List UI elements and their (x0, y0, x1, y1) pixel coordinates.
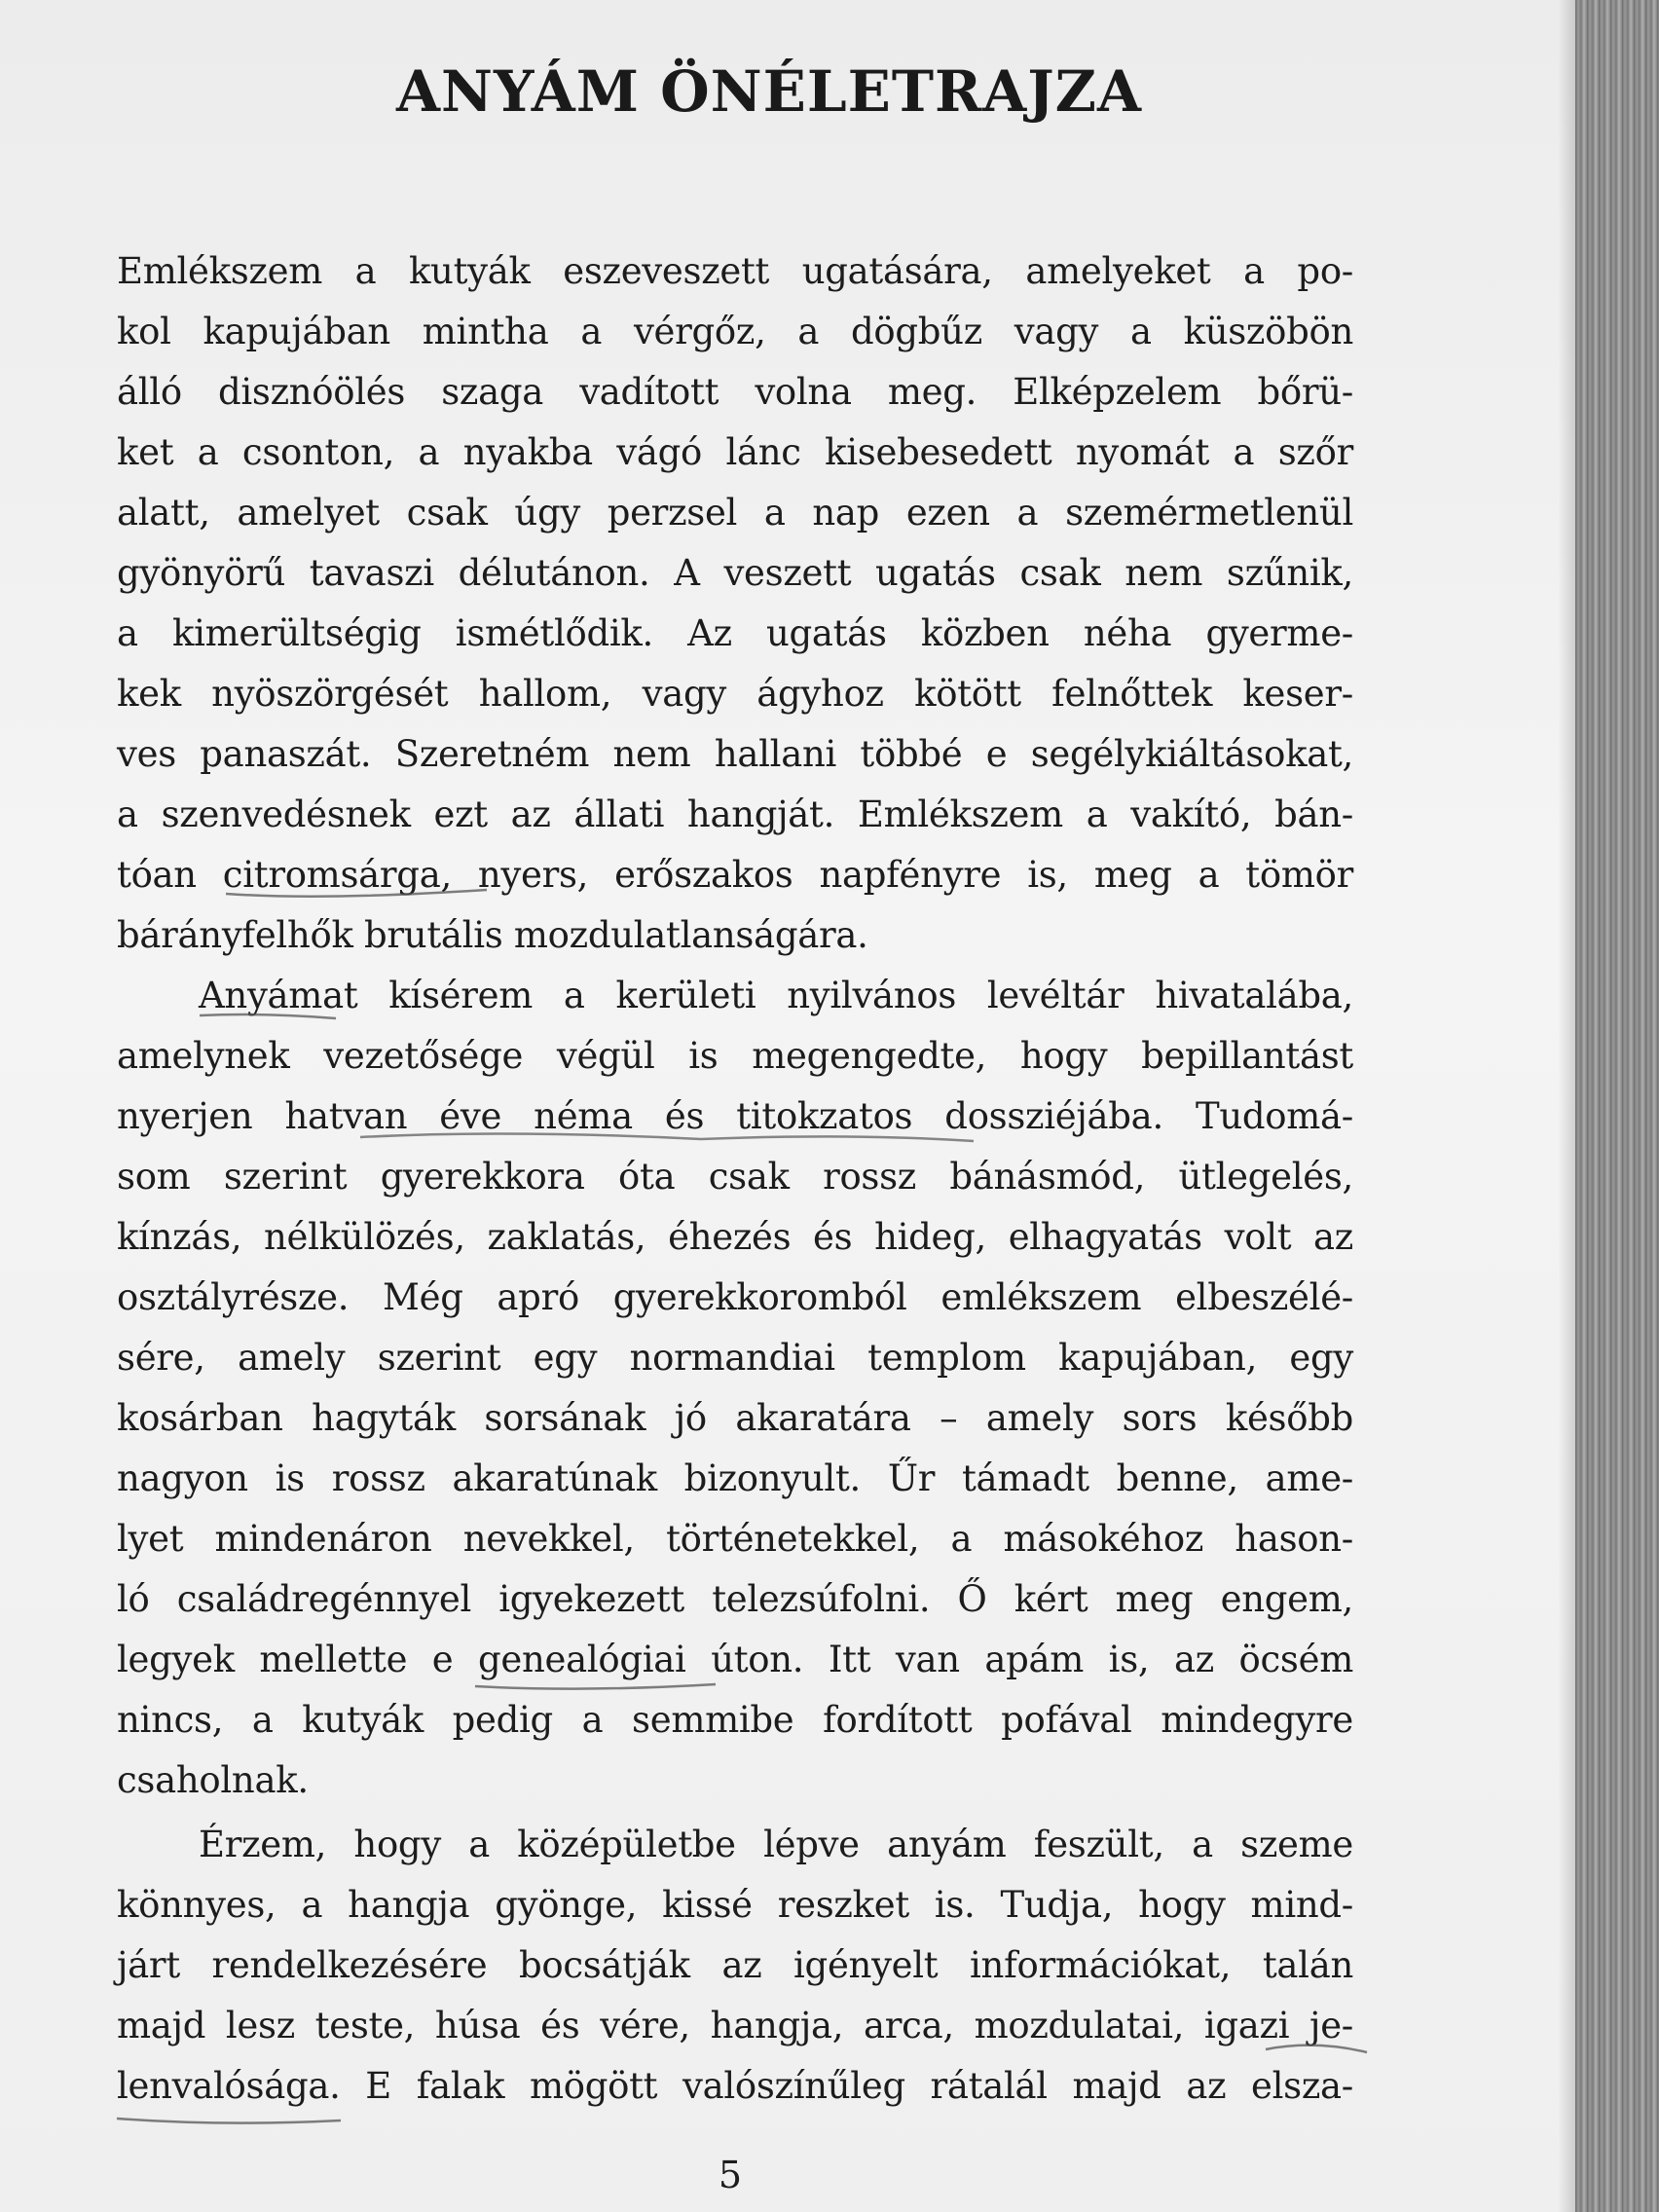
text-line: osztályrésze. Még apró gyerekkoromból emlékszem elbeszélé- (117, 1276, 1353, 1318)
text-line: kínzás, nélkülözés, zaklatás, éhezés és hideg, elhagyatás volt az (117, 1216, 1353, 1258)
text-line: kol kapujában mintha a vérgőz, a dögbűz vagy a küszöbön (117, 311, 1353, 352)
text-line: tóan citromsárga, nyers, erőszakos napfényre is, meg a tömör (117, 854, 1353, 896)
text-line: bárányfelhők brutális mozdulatlanságára. (117, 914, 868, 956)
text-line: könnyes, a hangja gyönge, kissé reszket is. Tudja, hogy mind- (117, 1884, 1353, 1926)
text-line: kosárban hagyták sorsának jó akaratára – amely sors később (117, 1397, 1353, 1439)
text-line: Emlékszem a kutyák eszeveszett ugatására, amelyeket a po- (117, 250, 1353, 292)
text-line: ket a csonton, a nyakba vágó lánc kisebesedett nyomát a szőr (117, 431, 1353, 473)
page-number: 5 (718, 2154, 743, 2196)
page-stack-edge (1575, 0, 1659, 2212)
text-line: Érzem, hogy a középületbe lépve anyám feszült, a szeme (199, 1824, 1353, 1865)
text-line: legyek mellette e genealógiai úton. Itt van apám is, az öcsém (117, 1639, 1353, 1680)
pencil-underline-mark (117, 2119, 341, 2123)
paragraph-3 (117, 1815, 1353, 2117)
text-line: nagyon is rossz akaratúnak bizonyult. Űr támadt benne, ame- (117, 1457, 1353, 1499)
text-line: majd lesz teste, húsa és vére, hangja, arca, mozdulatai, igazi je- (117, 2005, 1353, 2046)
text-line: ló családregénnyel igyekezett telezsúfolni. Ő kért meg engem, (117, 1578, 1353, 1620)
text-line: nyerjen hatvan éve néma és titokzatos dossziéjába. Tudomá- (117, 1095, 1353, 1137)
paragraph-2 (117, 966, 1353, 1811)
text-line: járt rendelkezésére bocsátják az igényelt információkat, talán (117, 1944, 1353, 1986)
text-line: gyönyörű tavaszi délutánon. A veszett ugatás csak nem szűnik, (117, 552, 1353, 594)
text-line: a szenvedésnek ezt az állati hangját. Emlékszem a vakító, bán- (117, 793, 1353, 835)
text-line: sére, amely szerint egy normandiai templom kapujában, egy (117, 1337, 1353, 1379)
text-line: Anyámat kísérem a kerületi nyilvános levéltár hivatalába, (199, 975, 1353, 1016)
text-line: lyet mindenáron nevekkel, történetekkel, a másokéhoz hason- (117, 1518, 1353, 1560)
page-title: ANYÁM ÖNÉLETRAJZA (396, 58, 1142, 125)
text-line: som szerint gyerekkora óta csak rossz bánásmód, ütlegelés, (117, 1156, 1353, 1198)
text-line: a kimerültségig ismétlődik. Az ugatás közben néha gyerme- (117, 612, 1353, 654)
text-line: ves panaszát. Szeretném nem hallani többé e segélykiáltásokat, (117, 733, 1353, 775)
text-line: nincs, a kutyák pedig a semmibe fordított pofával mindegyre (117, 1699, 1353, 1741)
paragraph-1 (117, 241, 1353, 966)
text-line: lenvalósága. E falak mögött valószínűleg rátalál majd az elsza- (117, 2065, 1353, 2107)
text-line: amelynek vezetősége végül is megengedte, hogy bepillantást (117, 1035, 1353, 1077)
body-text (117, 241, 1353, 2117)
text-line: kek nyöszörgését hallom, vagy ágyhoz kötött felnőttek keser- (117, 673, 1353, 715)
text-line: alatt, amelyet csak úgy perzsel a nap ezen a szemérmetlenül (117, 492, 1353, 534)
text-line: csaholnak. (117, 1759, 309, 1801)
text-line: álló disznóölés szaga vadított volna meg. Elképzelem bőrü- (117, 371, 1353, 413)
